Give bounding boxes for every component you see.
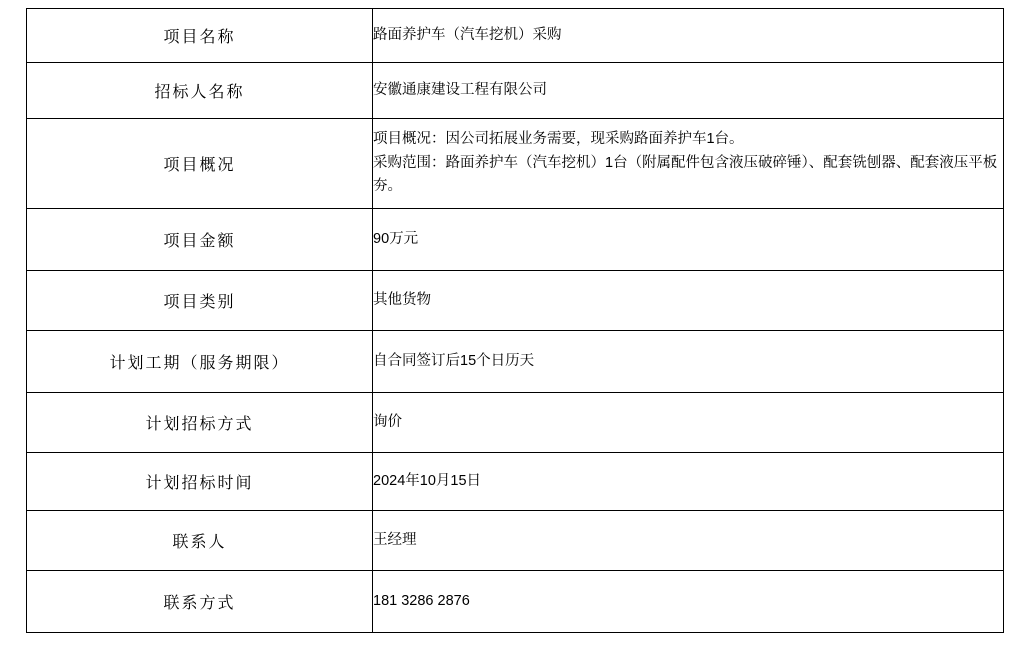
value-line: 路面养护车（汽车挖机）采购 [373,26,562,43]
value-line: 181 3286 2876 [373,592,470,609]
row-value-project-name [373,9,1004,63]
value-line: 采购范围：路面养护车（汽车挖机）1台（附属配件包含液压破碎锤）、配套铣刨器、配套液压平板夯。 [373,154,998,195]
table-row [27,331,1004,393]
row-label-contact-phone: 联系方式 [27,571,373,633]
value-line: 90万元 [373,230,419,247]
row-value-tenderer-name [373,63,1004,119]
row-label-contact-person: 联系人 [27,511,373,571]
table-row [27,63,1004,119]
table-row [27,209,1004,271]
row-value-project-amount [373,209,1004,271]
row-label-project-category: 项目类别 [27,271,373,331]
table-body [27,9,1004,633]
table-row [27,393,1004,453]
row-value-planned-bidding-method [373,393,1004,453]
row-label-project-name: 项目名称 [27,9,373,63]
row-label-project-overview: 项目概况 [27,119,373,209]
table-row [27,9,1004,63]
table-row [27,271,1004,331]
table-row [27,453,1004,511]
value-line: 询价 [373,413,402,430]
project-info-table [26,8,1004,633]
table-row [27,571,1004,633]
value-line: 王经理 [373,531,417,548]
table-row [27,119,1004,209]
row-label-planned-bidding-date: 计划招标时间 [27,453,373,511]
row-label-planned-duration: 计划工期（服务期限） [27,331,373,393]
value-line: 自合同签订后15个日历天 [373,352,535,369]
value-line: 安徽通康建设工程有限公司 [373,81,547,98]
row-value-contact-phone [373,571,1004,633]
row-label-tenderer-name: 招标人名称 [27,63,373,119]
row-label-planned-bidding-method: 计划招标方式 [27,393,373,453]
value-line: 其他货物 [373,291,431,308]
row-value-planned-duration [373,331,1004,393]
table-row [27,511,1004,571]
row-value-contact-person [373,511,1004,571]
value-line: 2024年10月15日 [373,472,482,489]
row-value-planned-bidding-date [373,453,1004,511]
row-label-project-amount: 项目金额 [27,209,373,271]
row-value-project-category [373,271,1004,331]
value-line: 项目概况：因公司拓展业务需要，现采购路面养护车1台。 [373,131,744,148]
row-value-project-overview [373,119,1004,209]
